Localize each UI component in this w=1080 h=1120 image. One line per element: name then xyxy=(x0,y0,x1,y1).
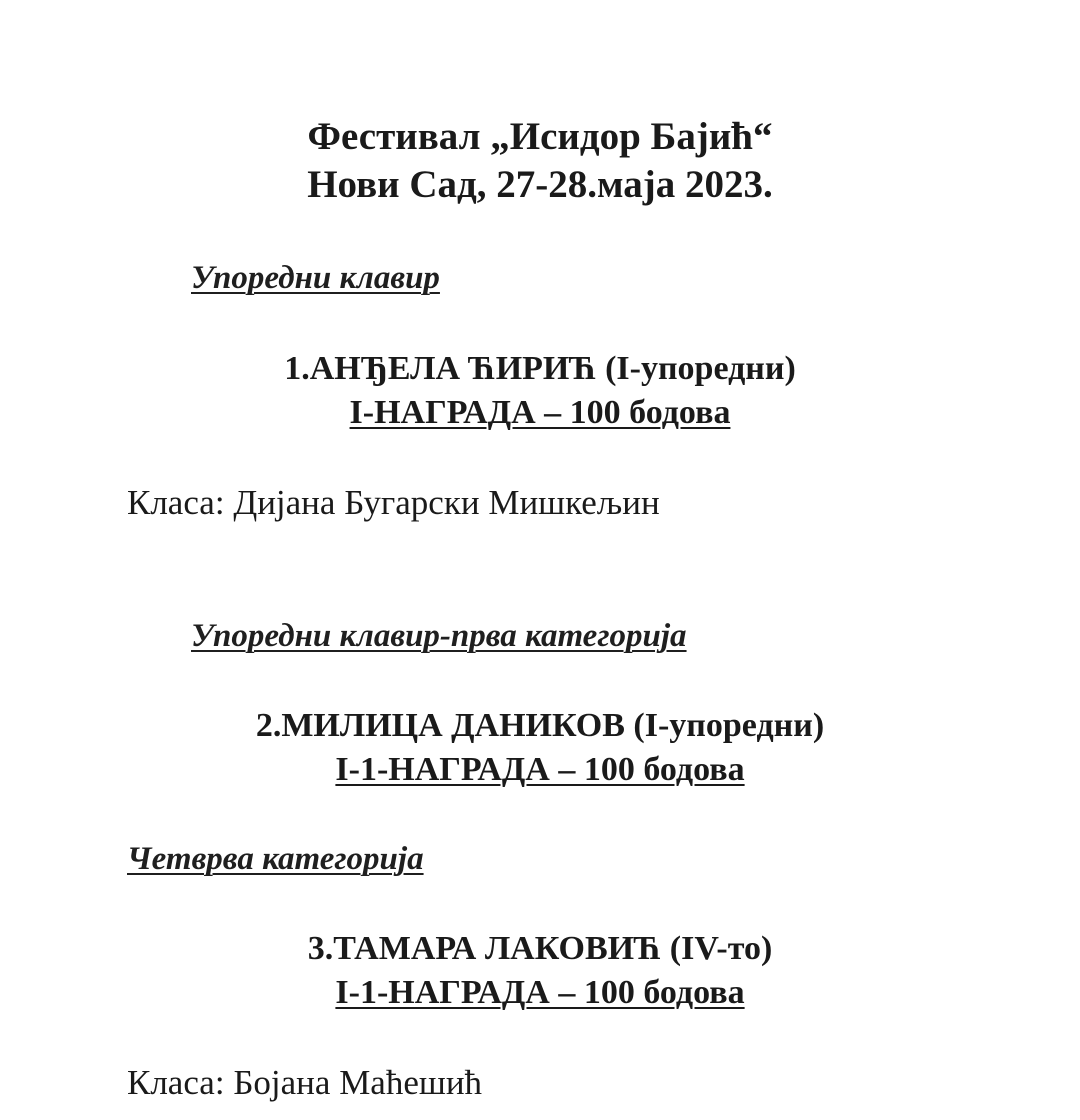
section-heading-parallel-piano: Упоредни клавир xyxy=(191,260,440,296)
festival-title: Фестивал „Исидор Бајић“ xyxy=(307,115,773,158)
section-heading-fourth-category: Четврва категорија xyxy=(127,841,424,877)
entry-name: 3.ТАМАРА ЛАКОВИЋ (IV-то) xyxy=(307,930,773,967)
section-heading-parallel-piano-first-category: Упоредни клавир-прва категорија xyxy=(191,618,687,654)
award-label: I-1-НАГРАДА – 100 бодова xyxy=(335,974,745,1011)
entry-name: 1.АНЂЕЛА ЋИРИЋ (I-упоредни) xyxy=(284,350,796,387)
award-label: I-1-НАГРАДА – 100 бодова xyxy=(335,751,745,788)
entry-name: 2.МИЛИЦА ДАНИКОВ (I-упоредни) xyxy=(255,707,825,744)
award-label: I-НАГРАДА – 100 бодова xyxy=(349,394,731,431)
class-teacher: Класа: Дијана Бугарски Мишкељин xyxy=(127,483,660,522)
class-teacher: Класа: Бојана Маћешић xyxy=(127,1063,483,1102)
festival-date-location: Нови Сад, 27-28.маја 2023. xyxy=(307,163,773,206)
